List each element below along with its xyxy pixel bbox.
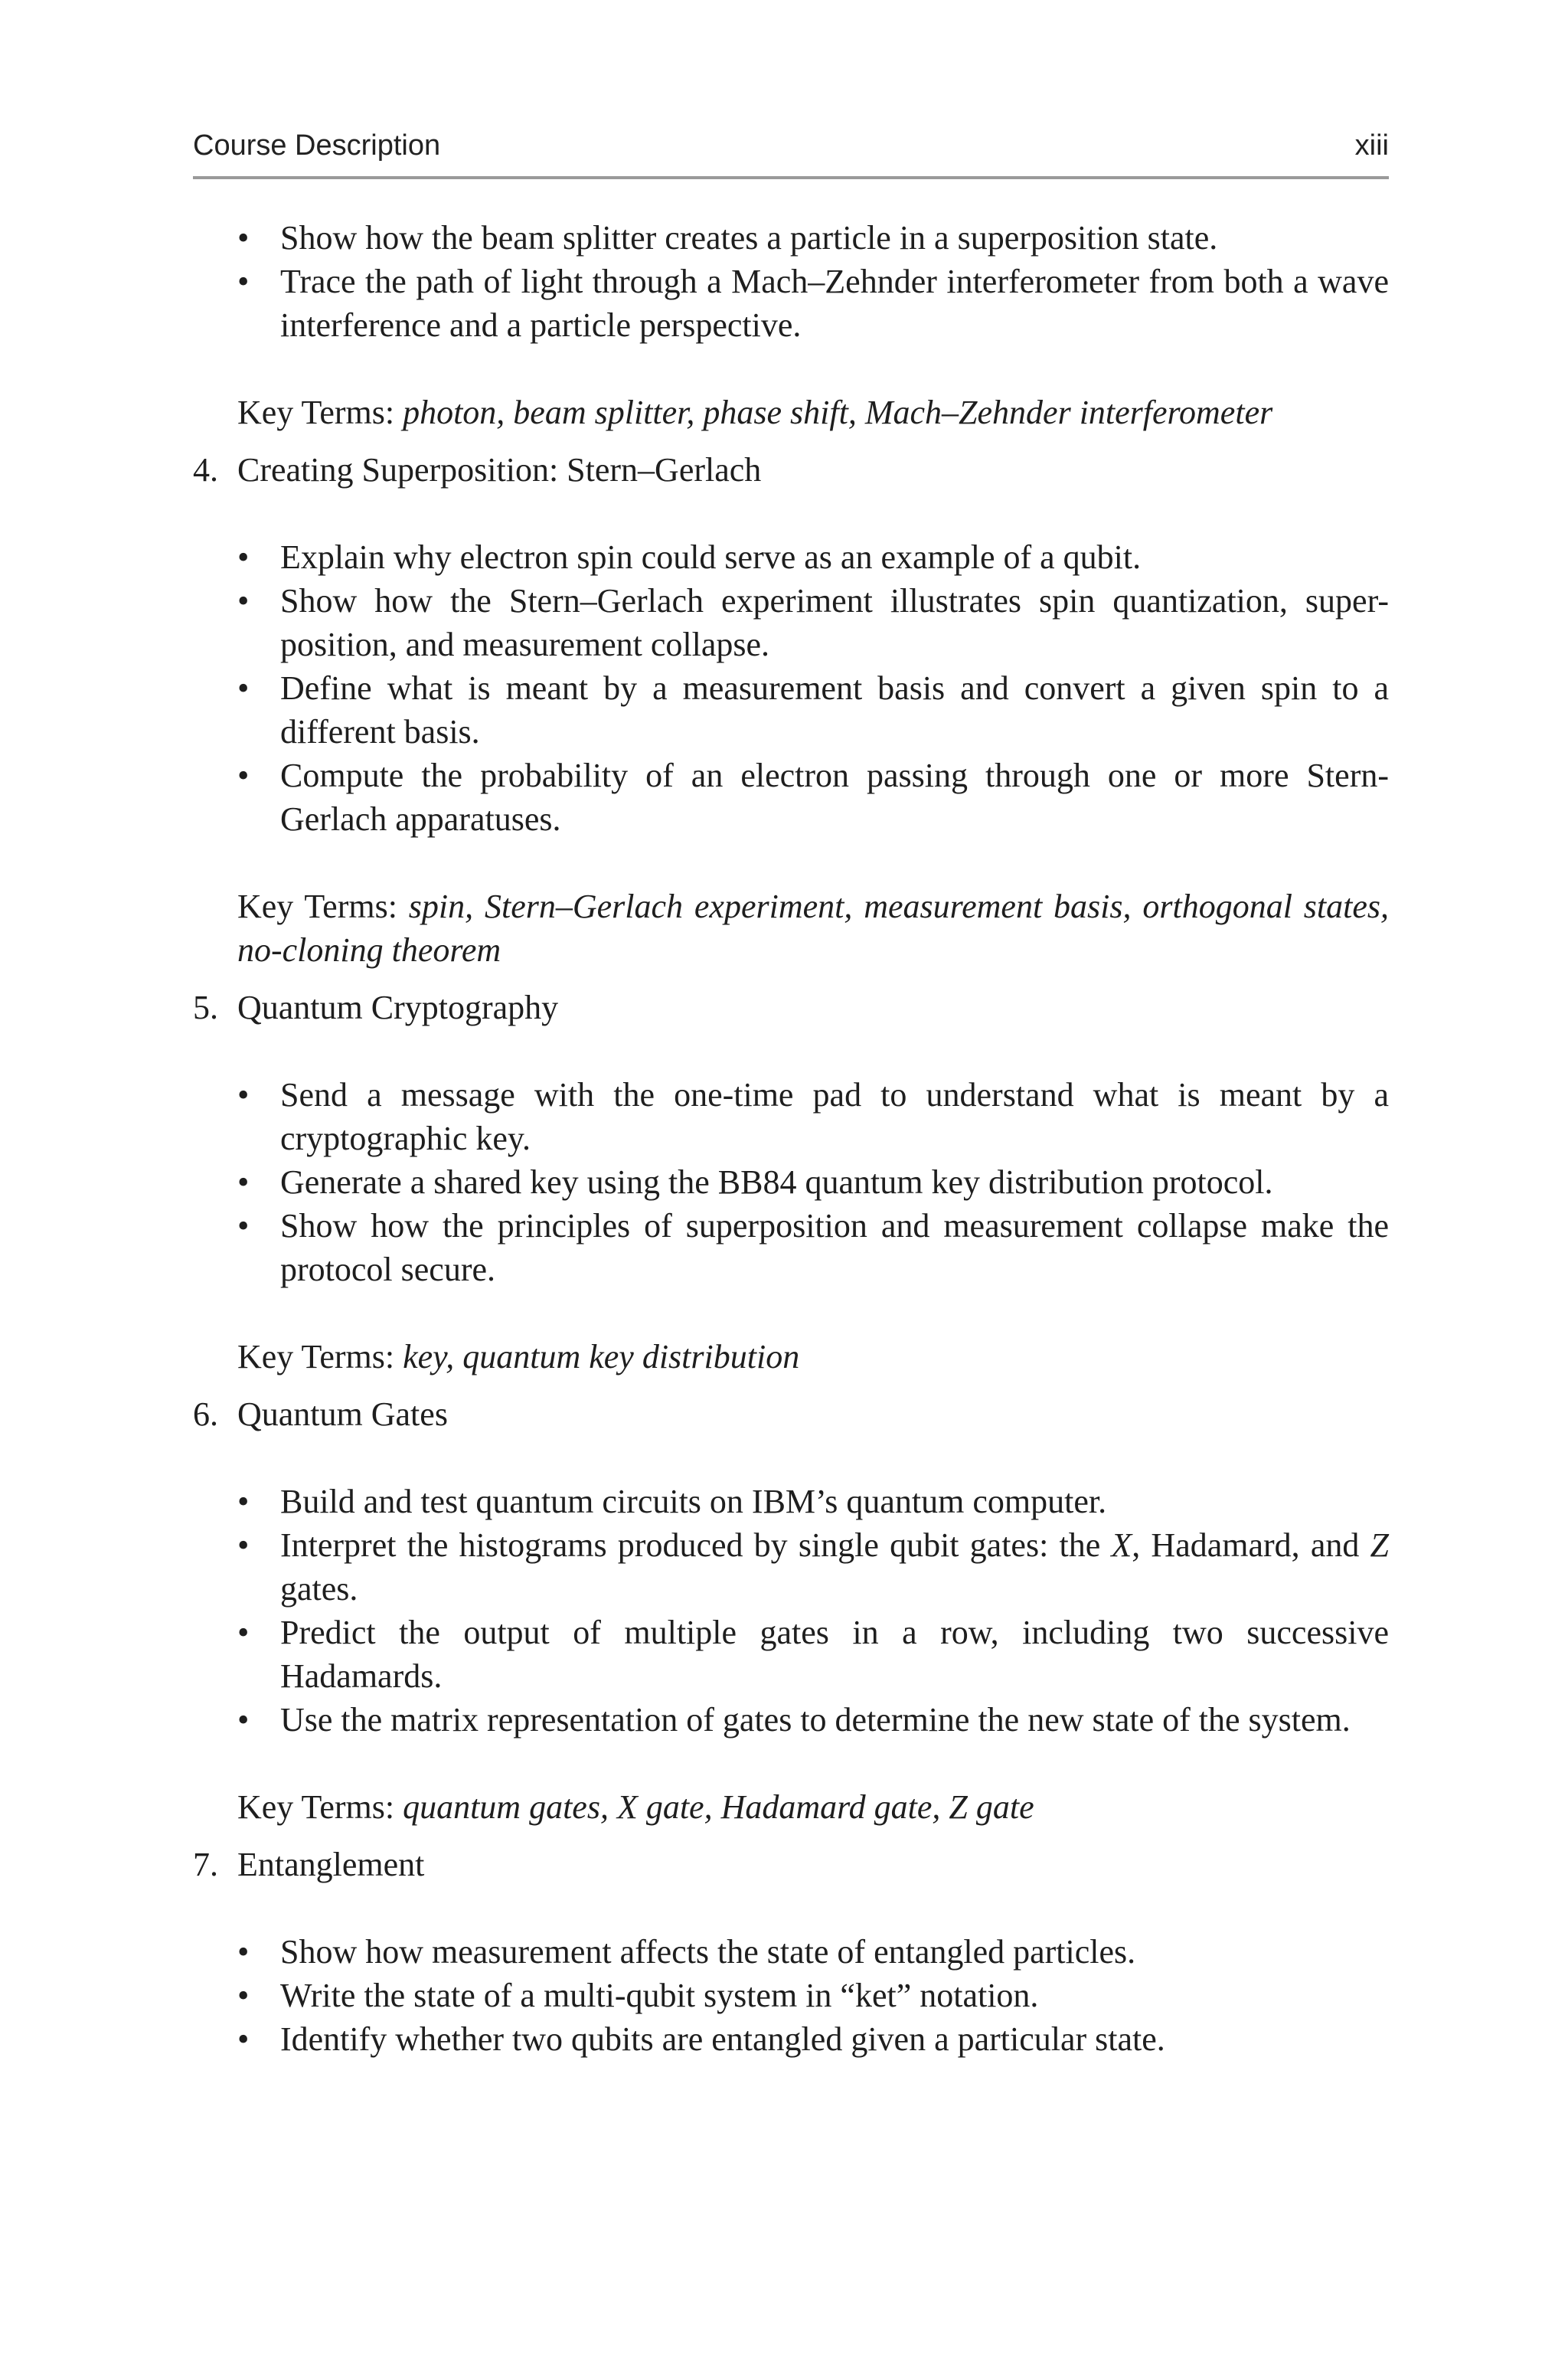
list-item: • Define what is meant by a measurement basis and convert a given spin to a different basis. [280,666,1389,754]
list-item: • Show how the Stern–Gerlach experiment illustrates spin quantization, super-position, and measurement collapse. [280,579,1389,666]
list-item: • Build and test quantum circuits on IBM’s quantum computer. [280,1480,1389,1523]
section-number: 6. [193,1395,218,1433]
key-terms-label: Key Terms: [237,1338,395,1375]
list-item: • Write the state of a multi-qubit system in “ket” notation. [280,1974,1389,2017]
section-title: Entanglement [237,1846,425,1883]
list-item [280,1523,1389,1611]
section-title: Quantum Gates [237,1395,448,1433]
page-content [193,216,1389,2061]
page-number: xiii [1354,129,1389,162]
list-item: • Predict the output of multiple gates in a row, including two successive Hadamards. [280,1611,1389,1698]
gate-symbol-x: X [1111,1526,1132,1564]
header-title: Course Description [193,129,441,162]
section-heading [193,448,1389,492]
section-title: Creating Superposition: Stern–Gerlach [237,451,762,489]
list-item: • Show how measurement affects the state of entangled particles. [280,1930,1389,1974]
running-header [193,123,1389,179]
item-text: , Hadamard, and [1132,1526,1370,1564]
list-item: • Show how the principles of superposition and measurement collapse make the protocol secure. [280,1204,1389,1291]
bullet-list [193,1480,1389,1742]
key-terms [193,1335,1389,1379]
key-terms-list: spin, Stern–Gerlach experiment, measurement basis, orthogonal states, no-cloning theorem [237,888,1389,969]
section-number: 5. [193,989,218,1026]
section-heading [193,986,1389,1029]
key-terms-label: Key Terms: [237,1788,395,1826]
bullet-list [193,1073,1389,1291]
gate-symbol-z: Z [1370,1526,1389,1564]
bullet-list [193,1930,1389,2061]
key-terms-label: Key Terms: [237,394,395,431]
list-item: • Use the matrix representation of gates to determine the new state of the system. [280,1698,1389,1742]
key-terms [193,1785,1389,1829]
key-terms-list: quantum gates, X gate, Hadamard gate, Z gate [403,1788,1034,1826]
list-item: • Send a message with the one-time pad to understand what is meant by a cryptographic key. [280,1073,1389,1160]
list-item: • Compute the probability of an electron passing through one or more Stern-Gerlach apparatuses. [280,754,1389,841]
list-item: • Trace the path of light through a Mach–Zehnder interferometer from both a wave interference and a particle perspective. [280,260,1389,347]
list-item: • Explain why electron spin could serve as an example of a qubit. [280,535,1389,579]
list-item: • Generate a shared key using the BB84 quantum key distribution protocol. [280,1160,1389,1204]
item-text: Interpret the histograms produced by single qubit gates: the [280,1526,1112,1564]
list-item: • Show how the beam splitter creates a particle in a superposition state. [280,216,1389,260]
key-terms-list: photon, beam splitter, phase shift, Mach–Zehnder interferometer [403,394,1273,431]
item-text: gates. [280,1570,358,1608]
section-heading [193,1392,1389,1436]
section-heading [193,1843,1389,1886]
key-terms [193,391,1389,434]
key-terms [193,885,1389,972]
list-item: • Identify whether two qubits are entangled given a particular state. [280,2017,1389,2061]
section-number: 4. [193,451,218,489]
key-terms-label: Key Terms: [237,888,397,925]
bullet-list [193,216,1389,347]
section-number: 7. [193,1846,218,1883]
section-title: Quantum Cryptography [237,989,559,1026]
bullet-list [193,535,1389,841]
key-terms-list: key, quantum key distribution [403,1338,800,1375]
